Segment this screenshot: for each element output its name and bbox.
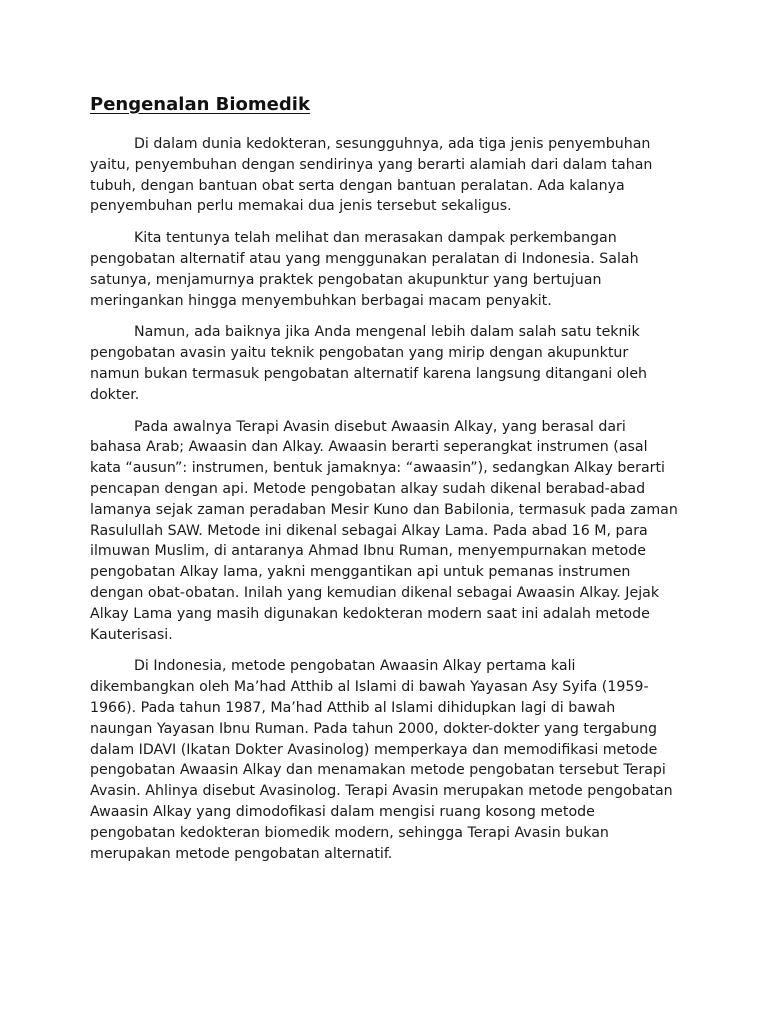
paragraph-4: Pada awalnya Terapi Avasin disebut Awaasin Alkay, yang berasal dari bahasa Arab; Awaasin dan Alkay. Awaasin berarti seperangkat instrumen (asal kata “ausun”: instrumen, bentuk jamaknya: “awaasin”), sedangkan Alkay berarti pencapan dengan api. Metode pengobatan alkay sudah dikenal berabad-abad lamanya sejak zaman peradaban Mesir Kuno dan Babilonia, termasuk pada zaman Rasulullah SAW. Metode ini dikenal sebagai Alkay Lama. Pada abad 16 M, para ilmuwan Muslim, di antaranya Ahmad Ibnu Ruman, menyempurnakan metode pengobatan Alkay lama, yakni menggantikan api untuk pemanas instrumen dengan obat-obatan. Inilah yang kemudian dikenal sebagai Awaasin Alkay. Jejak Alkay Lama yang masih digunakan kedokteran modern saat ini adalah metode Kauterisasi. [90, 418, 678, 643]
document-title: Pengenalan Biomedik [90, 94, 310, 115]
document-page [90, 92, 678, 875]
paragraph-5: Di Indonesia, metode pengobatan Awaasin Alkay pertama kali dikembangkan oleh Ma’had Atthib al Islami di bawah Yayasan Asy Syifa (1959-1966). Pada tahun 1987, Ma’had Atthib al Islami dihidupkan lagi di bawah naungan Yayasan Ibnu Ruman. Pada tahun 2000, dokter-dokter yang tergabung dalam IDAVI (Ikatan Dokter Avasinolog) memperkaya dan memodifikasi metode pengobatan Awaasin Alkay dan menamakan metode pengobatan tersebut Terapi Avasin. Ahlinya disebut Avasinolog. Terapi Avasin merupakan metode pengobatan Awaasin Alkay yang dimodofikasi dalam mengisi ruang kosong metode pengobatan kedokteran biomedik modern, sehingga Terapi Avasin bukan merupakan metode pengobatan alternatif. [90, 658, 673, 862]
paragraph-1: Di dalam dunia kedokteran, sesungguhnya, ada tiga jenis penyembuhan yaitu, penyembuhan dengan sendirinya yang berarti alamiah dari dalam tahan tubuh, dengan bantuan obat serta dengan bantuan peralatan. Ada kalanya penyembuhan perlu memakai dua jenis tersebut sekaligus. [90, 136, 653, 215]
paragraph-2: Kita tentunya telah melihat dan merasakan dampak perkembangan pengobatan alternatif atau yang menggunakan peralatan di Indonesia. Salah satunya, menjamurnya praktek pengobatan akupunktur yang bertujuan meringankan hingga menyembuhkan berbagai macam penyakit. [90, 230, 639, 309]
paragraph-3: Namun, ada baiknya jika Anda mengenal lebih dalam salah satu teknik pengobatan avasin yaitu teknik pengobatan yang mirip dengan akupunktur namun bukan termasuk pengobatan alternatif karena langsung ditangani oleh dokter. [90, 324, 648, 403]
